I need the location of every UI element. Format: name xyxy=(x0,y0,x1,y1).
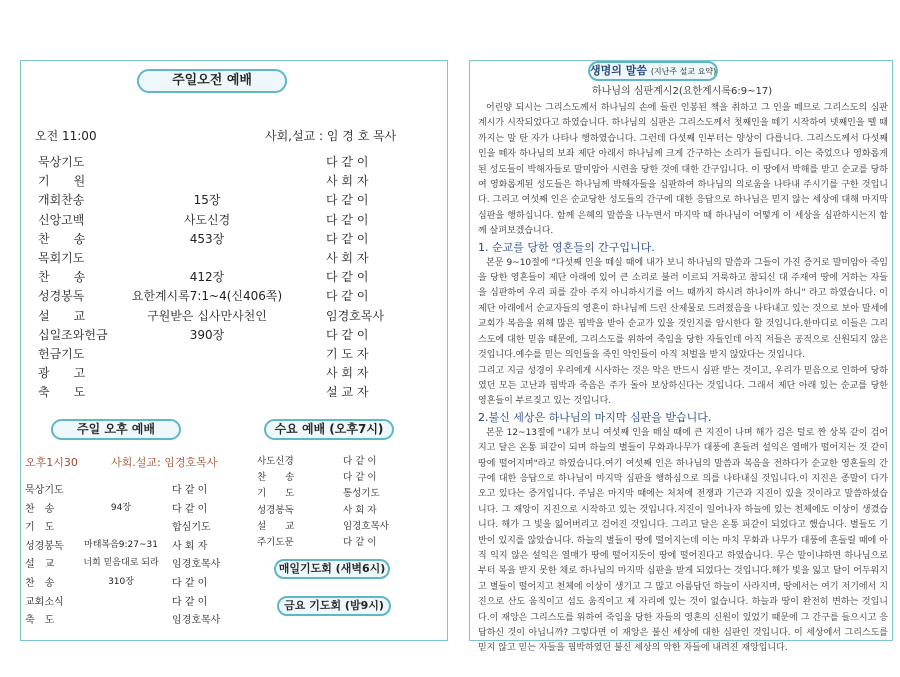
sermon-title: 생명의 말씀 (지난주 설교 요약) xyxy=(588,61,718,81)
afternoon-item-c: 다 같 이 xyxy=(172,596,208,608)
wednesday-item-c: 통성기도 xyxy=(343,488,380,500)
morning-service-title: 주일오전 예배 xyxy=(137,69,287,93)
morning-item-a: 찬 송 xyxy=(38,231,86,246)
wednesday-item-c: 다 같 이 xyxy=(343,472,377,484)
morning-item-b: 15장 xyxy=(193,193,221,208)
daily-prayer-title: 매일기도회 (새벽6시) xyxy=(274,559,390,579)
afternoon-item-a: 교회소식 xyxy=(25,596,64,608)
sermon-subtitle: 하나님의 심판계시2(요한계시록6:9~17) xyxy=(592,86,773,97)
sermon-panel xyxy=(469,60,893,654)
afternoon-item-c: 다 같 이 xyxy=(172,503,208,515)
wednesday-item-a: 찬 송 xyxy=(257,472,295,484)
morning-item-c: 다 같 이 xyxy=(326,155,369,169)
afternoon-item-c: 임경호목사 xyxy=(172,615,221,627)
wednesday-item-c: 사 회 자 xyxy=(343,504,377,516)
wednesday-item-a: 기 도 xyxy=(257,488,295,500)
morning-item-c: 사 회 자 xyxy=(326,251,369,265)
sermon-body xyxy=(478,101,888,657)
afternoon-item-b: 마태복음9:27~31 xyxy=(84,539,158,550)
afternoon-item-b: 94장 xyxy=(110,502,132,513)
worship-order-panel xyxy=(20,60,448,641)
morning-item-c: 다 같 이 xyxy=(326,327,369,342)
sermon-intro: 어린양 되시는 그리스도께서 하나님의 손에 들린 인봉된 책을 취하고 그 인을 떼므로 그리스도의 심판계시가 시작되었다고 하였습니다. 하나님의 심판은 그리스도께서 첫째인을 떼기 시작하여 넷째인을 뗄 때까지는 말 탄 자가 나타나 행하였습니다. 그런데 다섯째 인부터는 양상이 다릅니다. 그리스도께서 다섯째인을 떼자 하나님의 보좌 제단 아래서 하나님께 크게 간구하는 소리가 들립니다. 이는 죽었으나 영화롭게된 성도들이 박해자들로 말미암아 시련을 당한 것에 대한 간구입니다. 이 땅에서 박해를 받고 순교를 당하여 영화롭게된 성도들은 하나님께 박해자들을 심판하여 하나님의 의로움을 나타내 주시기를 구한 것입니다. 그리고 여섯째 인은 순교당한 성도들의 간구에 대한 응답으로 하나님은 믿지 않는 세상에 대해 마지막 심판을 행하십니다. 함께 은혜의 말씀을 나누면서 마지막 때 하나님이 어떻게 이 세상을 심판하시는지 함께 살펴보겠습니다. xyxy=(478,103,888,237)
sermon-paragraph-1: 본문 9~10절에 "다섯째 인을 떼실 때에 내가 보니 하나님의 말씀과 그들이 가진 증거로 말미암아 죽임을 당한 영혼들이 제단 아래에 있어 큰 소리로 불러 이르되 거룩하고 참되신 대 주재여 땅에 거하는 자들을 심판하여 우리 피를 갚아 주지 아니하시기를 어느 때까지 하시려 하나이까 하니" 라고 하였습니다. 이 제단 아래에서 순교자들의 영혼이 하나님께 드린 산제물로 드려졌음을 나타내고 있는 것으로 보아 말세에 교회가 복음을 위해 많은 핍박을 받아 순교가 있을 것인지를 암시한다 할 것입니다.한마디로 이들은 그리스도에 대한 믿음 때문에, 그리스도를 위하여 죽임을 당한 자들인데 아직 저들은 공적으로 신원되지 않은 것입니다.예수를 믿는 의인들을 죽인 악인들이 아직 처벌을 받지 않았다는 것입니다. xyxy=(478,257,888,361)
afternoon-item-a: 찬 송 xyxy=(25,503,55,515)
morning-item-a: 찬 송 xyxy=(38,270,86,285)
morning-item-a: 목회기도 xyxy=(38,251,85,265)
afternoon-item-a: 기 도 xyxy=(25,522,55,534)
wednesday-item-c: 다 같 이 xyxy=(343,537,377,548)
morning-item-a: 축 도 xyxy=(38,385,86,400)
morning-item-c: 사 회 자 xyxy=(326,174,369,189)
morning-item-c: 설 교 자 xyxy=(326,385,369,400)
morning-item-c: 임경호목사 xyxy=(326,308,384,323)
morning-item-b: 구원받은 십사만사천인 xyxy=(147,308,267,323)
morning-item-c: 다 같 이 xyxy=(326,193,369,208)
wednesday-service-title: 수요 예배 (오후7시) xyxy=(264,419,394,440)
afternoon-service-title: 주일 오후 예배 xyxy=(51,419,181,440)
afternoon-item-a: 축 도 xyxy=(25,615,55,627)
morning-item-b: 412장 xyxy=(189,270,225,285)
afternoon-item-c: 다 같 이 xyxy=(172,578,208,589)
afternoon-item-a: 설 교 xyxy=(25,559,55,571)
afternoon-item-c: 합심기도 xyxy=(172,522,211,534)
wednesday-item-a: 사도신경 xyxy=(257,456,294,467)
morning-item-b: 요한계시록7:1~4(신406쪽) xyxy=(131,289,283,304)
sermon-paragraph-2: 본문 12~13절에 "내가 보니 여섯째 인을 떼실 때에 큰 지진이 나며 해가 검은 털로 짠 상복 같이 검어지고 달은 온통 피같이 되며 하늘의 별들이 무화과나무가 대풍에 흔들려 설익은 열매가 떨어지는 것 같이 땅에 떨어지며"라고 하였습니다.여기 여섯째 인은 하나님의 말씀과 복음을 전하다가 순교한 영혼들의 간구에 대한 응답으로 하나님이 마지막 심판을 행하심으로 의를 나타내실 것입니다.이 지진은 종말이 다가오고 있다는 증거입니다. 주님은 마지막 때에는 처처에 전쟁과 기근과 지진이 있을 것이라고 말씀하셨습니다. 그 재앙이 지진으로 시작하고 있는 것입니다.지진이 일어나자 하늘에 있는 천체에도 이상이 생겼습니다. 해가 그 빛을 잃어버리고 검어진 것입니다. 그리고 달은 온통 피같이 되었다고 했습니다. 별들도 기반이 있지를 않았습니다. 하늘의 별들이 땅에 떨어지는데 이는 마치 무화과 나무가 대풍에 흔들릴 때에 아직 익지 않은 설익은 열매가 땅에 떨어지듯이 땅에 떨어진다고 하였습니다. 무슨 말이냐하면 하나님으로부터 복을 받지 못한 채로 하나님의 마지막 심판을 받게 되었다는 것입니다.해가 빛을 잃고 달이 어두워지고 별들이 떨어지고 천체에 이상이 생기고 그 많고 아름답던 하늘이 사라지며, 땅에서는 여기 저기에서 지진으로 산도 움직이고 섬도 움직이고 제 자리에 있는 것이 없습니다. 하늘과 땅이 완전히 변하는 것입니다.이 재앙은 그리스도를 위하여 죽임을 당한 자들의 영혼의 신원이 있었기 때문에 그 간구를 들으시고 응답하신 것이 아닙니까? 그렇다면 이 재앙은 불신 세상에 대한 심판인 것입니다. 이 세상에서 그리스도를 믿지 않고 믿는 자들을 핍박하였던 불신 세상의 악한 자들에 내려진 재앙입니다. xyxy=(478,427,888,654)
afternoon-item-a: 찬 송 xyxy=(25,578,55,589)
morning-time: 오전 11:00 xyxy=(35,129,97,143)
morning-item-a: 설 교 xyxy=(38,308,86,323)
morning-item-a: 기 원 xyxy=(38,174,86,189)
morning-item-a: 신앙고백 xyxy=(38,212,85,227)
afternoon-item-a: 성경봉독 xyxy=(25,540,64,552)
morning-item-b: 453장 xyxy=(189,231,225,246)
wednesday-item-c: 다 같 이 xyxy=(343,456,377,467)
wednesday-item-a: 설 교 xyxy=(257,520,295,532)
afternoon-item-b: 너희 믿음대로 되라 xyxy=(83,558,159,569)
morning-item-a: 성경봉독 xyxy=(38,289,85,304)
wednesday-item-a: 주기도문 xyxy=(257,537,294,548)
morning-item-a: 개회찬송 xyxy=(38,193,85,208)
morning-item-c: 다 같 이 xyxy=(326,231,369,246)
morning-item-c: 다 같 이 xyxy=(326,289,369,304)
morning-item-a: 헌금기도 xyxy=(38,347,85,361)
afternoon-presider: 사회.설교: 임경호목사 xyxy=(111,456,218,469)
wednesday-item-a: 성경봉독 xyxy=(257,504,294,516)
friday-prayer-title: 금요 기도회 (밤9시) xyxy=(277,596,391,616)
afternoon-time: 오후1시30 xyxy=(25,456,78,469)
morning-item-a: 묵상기도 xyxy=(38,155,85,169)
morning-item-b: 사도신경 xyxy=(183,212,231,227)
afternoon-item-c: 임경호목사 xyxy=(172,559,221,571)
afternoon-item-c: 다 같 이 xyxy=(172,485,208,496)
afternoon-item-a: 묵상기도 xyxy=(25,485,64,496)
wednesday-item-c: 임경호목사 xyxy=(343,520,389,532)
sermon-paragraph-1b: 그리고 지금 성경이 우리에게 시사하는 것은 악은 반드시 심판 받는 것이고, 우리가 믿음으로 인하여 당하였던 모든 고난과 핍박과 죽음은 주가 돌아 보상하신다는 것입니다. 그래서 제단 아래 있는 순교를 당한 영혼들이 부르짖고 있는 것입니다. xyxy=(478,365,888,407)
morning-item-a: 십일조와헌금 xyxy=(38,327,108,342)
morning-item-a: 광 고 xyxy=(38,366,86,381)
morning-item-c: 다 같 이 xyxy=(326,270,369,285)
morning-item-c: 다 같 이 xyxy=(326,212,369,227)
morning-item-b: 390장 xyxy=(189,327,225,342)
sermon-heading-1: 1. 순교를 당한 영혼들의 간구입니다. xyxy=(478,240,655,254)
afternoon-item-b: 310장 xyxy=(108,577,134,587)
morning-presider: 사회,설교 : 임 경 호 목사 xyxy=(265,129,397,143)
afternoon-item-c: 사 회 자 xyxy=(172,540,208,552)
morning-item-c: 사 회 자 xyxy=(326,366,369,381)
sermon-heading-2: 2.불신 세상은 하나님의 마지막 심판을 받습니다. xyxy=(478,410,712,424)
morning-item-c: 기 도 자 xyxy=(326,347,369,361)
